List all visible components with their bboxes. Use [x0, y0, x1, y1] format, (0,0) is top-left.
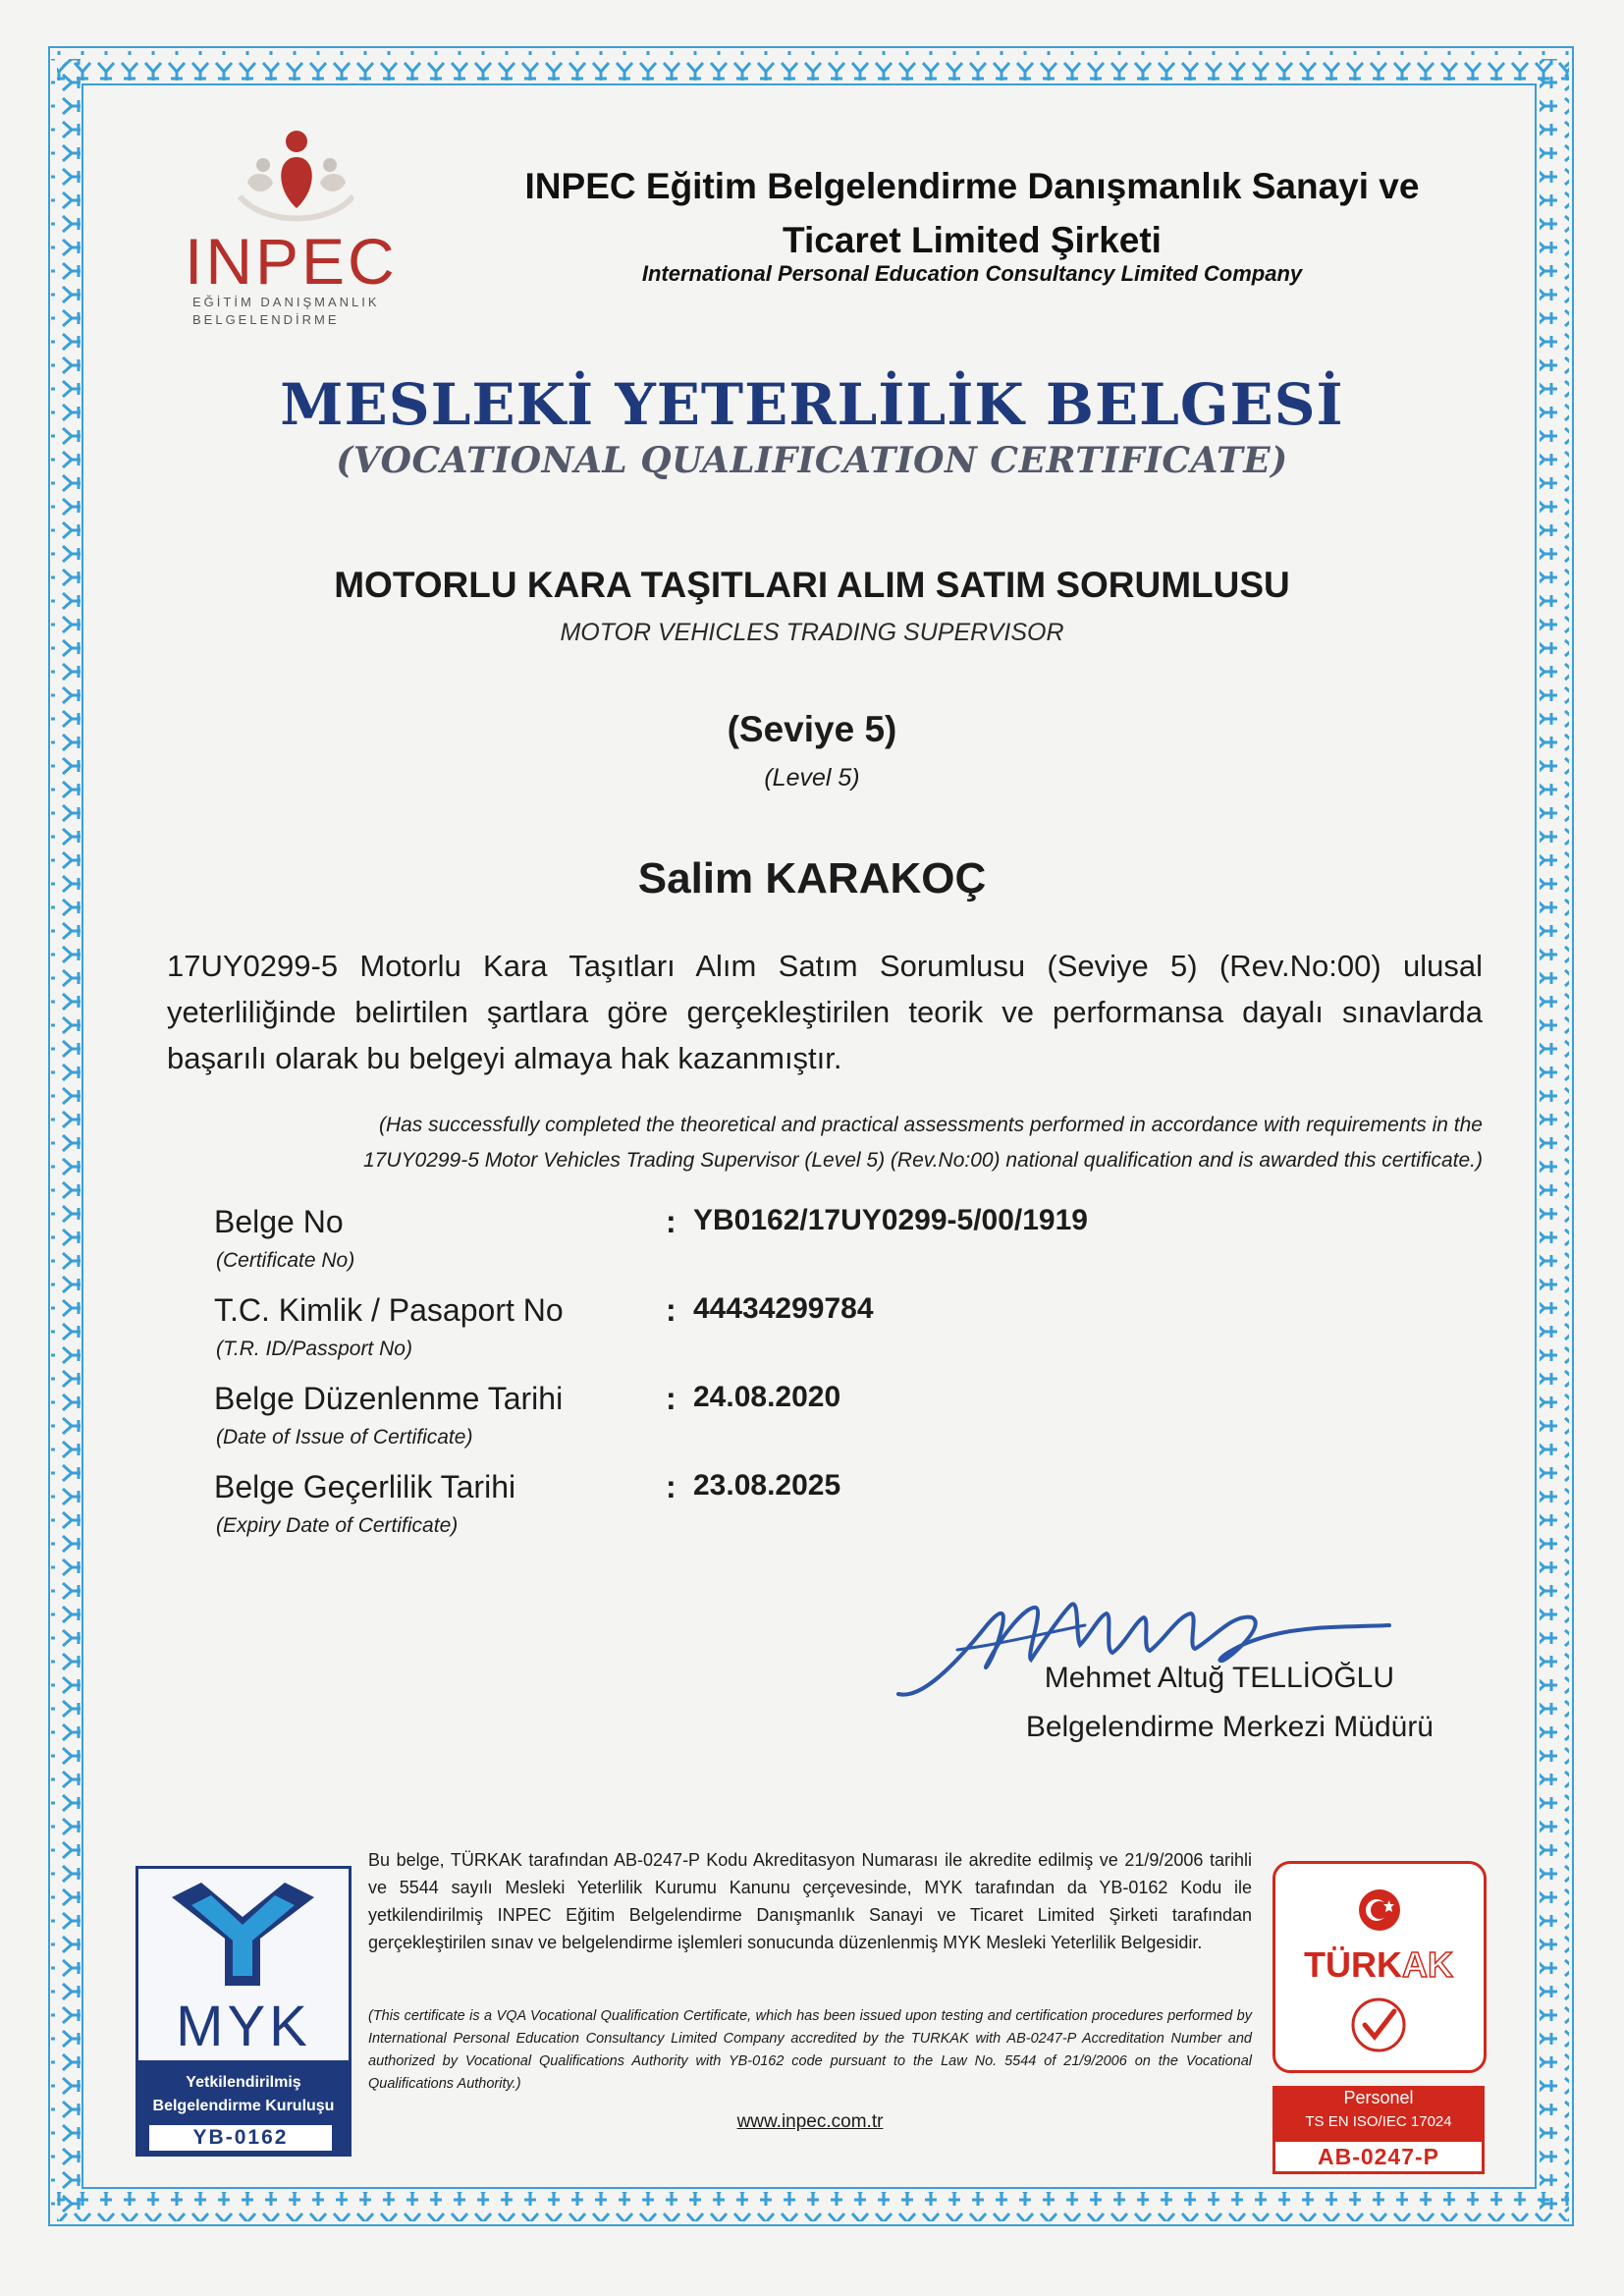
statement-en-line-2: 17UY0299-5 Motor Vehicles Trading Supervisor (Level 5) (Rev.No:00) national qualification and is awarded this certificate.)	[362, 1149, 1483, 1172]
field-colon: :	[666, 1469, 677, 1504]
statement-en	[147, 1108, 1483, 1178]
logo-tagline-2: BELGELENDİRME	[192, 312, 340, 327]
statement-en-line-1: (Has successfully completed the theoretical and practical assessments performed in accordance with requirements in the	[378, 1114, 1483, 1136]
legal-text-en: (This certificate is a VQA Vocational Qualification Certificate, which has been issued upon testing and certification procedures performed by International Personal Education Consultancy Limited Company accredited by the TURKAK with AB-0247-P Accreditation Number and authorized by Vocational Qualifications Authority with YB-0162 code pursuant to the Law No. 5544 of 21/9/2006 on the Vocational Qualifications Authority.)	[368, 2008, 1252, 2092]
turkak-band-line-1: Personel	[1343, 2088, 1414, 2107]
people-circle-logo-icon	[226, 128, 353, 226]
field-sublabel: (Date of Issue of Certificate)	[216, 1426, 473, 1449]
certificate-number: YB0162/17UY0299-5/00/1919	[693, 1204, 1088, 1236]
myk-band-line-2: Belgelendirme Kuruluşu	[152, 2098, 335, 2114]
signatory-role: Belgelendirme Merkezi Müdürü	[1025, 1711, 1434, 1743]
field-label: T.C. Kimlik / Pasaport No	[214, 1292, 564, 1328]
certificate-title-en: (VOCATIONAL QUALIFICATION CERTIFICATE)	[336, 440, 1288, 481]
field-colon: :	[666, 1204, 677, 1239]
company-name-line-1: INPEC Eğitim Belgelendirme Danışmanlık Sanayi ve	[524, 166, 1420, 206]
expiry-date: 23.08.2025	[693, 1469, 841, 1502]
occupation-title: MOTORLU KARA TAŞITLARI ALIM SATIM SORUMLUSU	[334, 565, 1290, 605]
certificate-title: MESLEKİ YETERLİLİK BELGESİ	[280, 371, 1344, 438]
holder-name: Salim KARAKOÇ	[637, 854, 987, 902]
myk-y-emblem-icon	[162, 1878, 324, 1995]
field-sublabel: (Expiry Date of Certificate)	[216, 1514, 459, 1537]
company-name-tr	[461, 159, 1483, 267]
field-label: Belge No	[214, 1204, 344, 1239]
website-link[interactable]: www.inpec.com.tr	[736, 2111, 884, 2132]
turkak-word-outline: AK	[1401, 1944, 1453, 1985]
logo-tagline-1: EĞİTİM DANIŞMANLIK	[192, 295, 380, 309]
legal-text-tr: Bu belge, TÜRKAK tarafından AB-0247-P Kodu Akreditasyon Numarası ile akredite edilmiş ve 21/9/2006 tarihli ve 5544 sayılı Mesleki Yeterlilik Kurumu Kanunu çerçevesinde, MYK tarafından da YB-0162 Kodu ile yetkilendirilmiş INPEC Eğitim Belgelendirme Danışmanlık Sanayi ve Ticaret Limited Şirketi tarafından gerçekleştirilen sınav ve belgelendirme işlemleri sonucunda düzenlenmiş MYK Mesleki Yeterlilik Belgesidir.	[368, 1850, 1252, 1952]
statement-tr: 17UY0299-5 Motorlu Kara Taşıtları Alım Satım Sorumlusu (Seviye 5) (Rev.No:00) ulusal yeterliliğinde belirtilen şartlara göre gerçekleştirilen teorik ve performansa dayalı sınavlarda başarılı olarak bu belgeyi almaya hak kazanmıştır.	[167, 949, 1483, 1075]
turkak-code: AB-0247-P	[1272, 2139, 1485, 2174]
checkmark-circle-icon	[1349, 1995, 1408, 2054]
turkak-band-line-2: TS EN ISO/IEC 17024	[1305, 2113, 1452, 2130]
field-colon: :	[666, 1292, 677, 1328]
crescent-star-icon	[1357, 1887, 1402, 1933]
id-number: 44434299784	[693, 1292, 874, 1325]
turkak-word-solid: TÜRK	[1304, 1944, 1402, 1985]
logo-wordmark: INPEC	[185, 225, 398, 298]
myk-wordmark: MYK	[176, 1995, 311, 2058]
company-name-en: International Personal Education Consultancy Limited Company	[641, 261, 1303, 286]
occupation-title-en: MOTOR VEHICLES TRADING SUPERVISOR	[560, 619, 1064, 646]
field-sublabel: (T.R. ID/Passport No)	[216, 1338, 412, 1360]
myk-band-line-1: Yetkilendirilmiş	[186, 2074, 301, 2091]
company-name-line-2: Ticaret Limited Şirketi	[783, 220, 1162, 260]
field-label: Belge Düzenlenme Tarihi	[214, 1381, 564, 1416]
field-sublabel: (Certificate No)	[216, 1249, 355, 1272]
level-label: (Seviye 5)	[727, 709, 897, 749]
issue-date: 24.08.2020	[693, 1381, 841, 1413]
myk-code: YB-0162	[149, 2125, 332, 2151]
signatory-name: Mehmet Altuğ TELLİOĞLU	[1044, 1662, 1394, 1694]
field-label: Belge Geçerlilik Tarihi	[214, 1469, 516, 1504]
level-label-en: (Level 5)	[764, 764, 860, 792]
field-colon: :	[666, 1381, 677, 1416]
turkak-wordmark	[1272, 1944, 1485, 1986]
